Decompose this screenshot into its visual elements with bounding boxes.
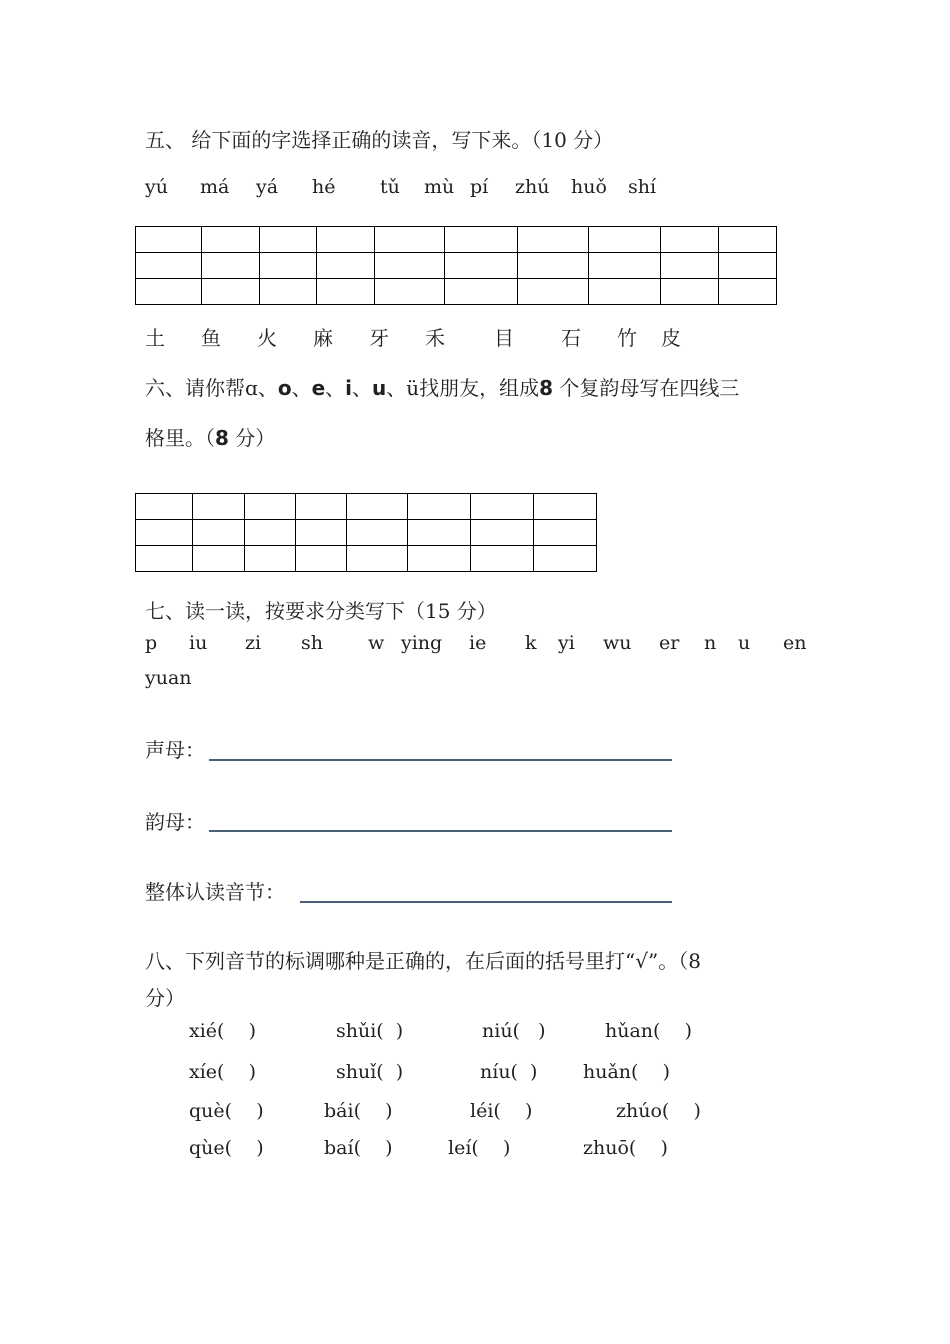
syllable-item: n: [704, 632, 717, 654]
four-line-grid-section-6[interactable]: [135, 493, 597, 572]
yunmu-label: 韵母：: [145, 810, 205, 834]
hanzi-character: 麻: [313, 326, 333, 350]
zhengti-label: 整体认读音节：: [145, 880, 285, 904]
pinyin-option: mù: [424, 176, 455, 198]
tone-choice[interactable]: bái( ): [324, 1100, 393, 1122]
tone-choice[interactable]: niú( ): [482, 1020, 546, 1042]
syllable-item: w: [368, 632, 385, 654]
section-6-title-line-1: 六、请你帮ɑ、o、e、i、u、ü找朋友，组成8 个复韵母写在四线三: [145, 376, 740, 400]
syllable-item: en: [783, 632, 807, 654]
pinyin-option: tǔ: [380, 176, 400, 198]
hanzi-character: 鱼: [201, 326, 221, 350]
hanzi-character: 竹: [617, 326, 637, 350]
pinyin-option: má: [200, 176, 230, 198]
hanzi-character: 牙: [369, 326, 389, 350]
hanzi-character: 土: [145, 326, 165, 350]
section-8-title-line-1: 八、下列音节的标调哪种是正确的，在后面的括号里打“√”。（8: [145, 949, 701, 973]
tone-choice[interactable]: huǎn( ): [583, 1061, 671, 1083]
syllable-item: yi: [558, 632, 575, 654]
hanzi-character: 禾: [425, 326, 445, 350]
hanzi-character: 火: [257, 326, 277, 350]
syllable-item: p: [145, 632, 158, 654]
tone-choice[interactable]: xié( ): [189, 1020, 257, 1042]
tone-choice[interactable]: qùe( ): [189, 1137, 264, 1159]
hanzi-character: 石: [561, 326, 581, 350]
tone-choice[interactable]: zhuō( ): [583, 1137, 668, 1159]
section-7-title: 七、读一读，按要求分类写下（15 分）: [145, 599, 497, 623]
four-line-grid-section-5[interactable]: [135, 226, 777, 305]
tone-choice[interactable]: léi( ): [470, 1100, 533, 1122]
syllable-item: yuan: [145, 667, 192, 689]
syllable-item: iu: [189, 632, 208, 654]
tone-choice[interactable]: hǔan( ): [605, 1020, 693, 1042]
pinyin-option: hé: [312, 176, 336, 198]
tone-choice[interactable]: níu( ): [480, 1061, 538, 1083]
syllable-item: k: [525, 632, 537, 654]
pinyin-option: yá: [256, 176, 279, 198]
tone-choice[interactable]: leí( ): [448, 1137, 511, 1159]
tone-choice[interactable]: baí( ): [324, 1137, 393, 1159]
yunmu-answer-line[interactable]: [209, 830, 672, 832]
syllable-item: sh: [301, 632, 323, 654]
hanzi-character: 皮: [661, 326, 681, 350]
syllable-item: ie: [469, 632, 487, 654]
syllable-item: er: [659, 632, 680, 654]
syllable-item: wu: [603, 632, 632, 654]
section-6-title-line-2: 格里。（8 分）: [145, 426, 276, 450]
tone-choice[interactable]: què( ): [189, 1100, 264, 1122]
tone-choice[interactable]: shuǐ( ): [336, 1061, 404, 1083]
tone-choice[interactable]: zhúo( ): [616, 1100, 701, 1122]
syllable-item: ying: [401, 632, 443, 654]
pinyin-option: yú: [145, 176, 168, 198]
pinyin-option: shí: [628, 176, 657, 198]
pinyin-option: zhú: [515, 176, 550, 198]
pinyin-option: huǒ: [571, 176, 607, 198]
tone-choice[interactable]: shǔi( ): [336, 1020, 404, 1042]
section-5-title: 五、 给下面的字选择正确的读音，写下来。（10 分）: [145, 128, 614, 152]
tone-choice[interactable]: xíe( ): [189, 1061, 257, 1083]
zhengti-answer-line[interactable]: [300, 901, 672, 903]
shengmu-answer-line[interactable]: [209, 759, 672, 761]
syllable-item: zi: [245, 632, 262, 654]
shengmu-label: 声母：: [145, 738, 205, 762]
hanzi-character: 目: [494, 326, 514, 350]
section-8-title-line-2: 分）: [145, 986, 185, 1010]
pinyin-option: pí: [470, 176, 489, 198]
syllable-item: u: [738, 632, 751, 654]
